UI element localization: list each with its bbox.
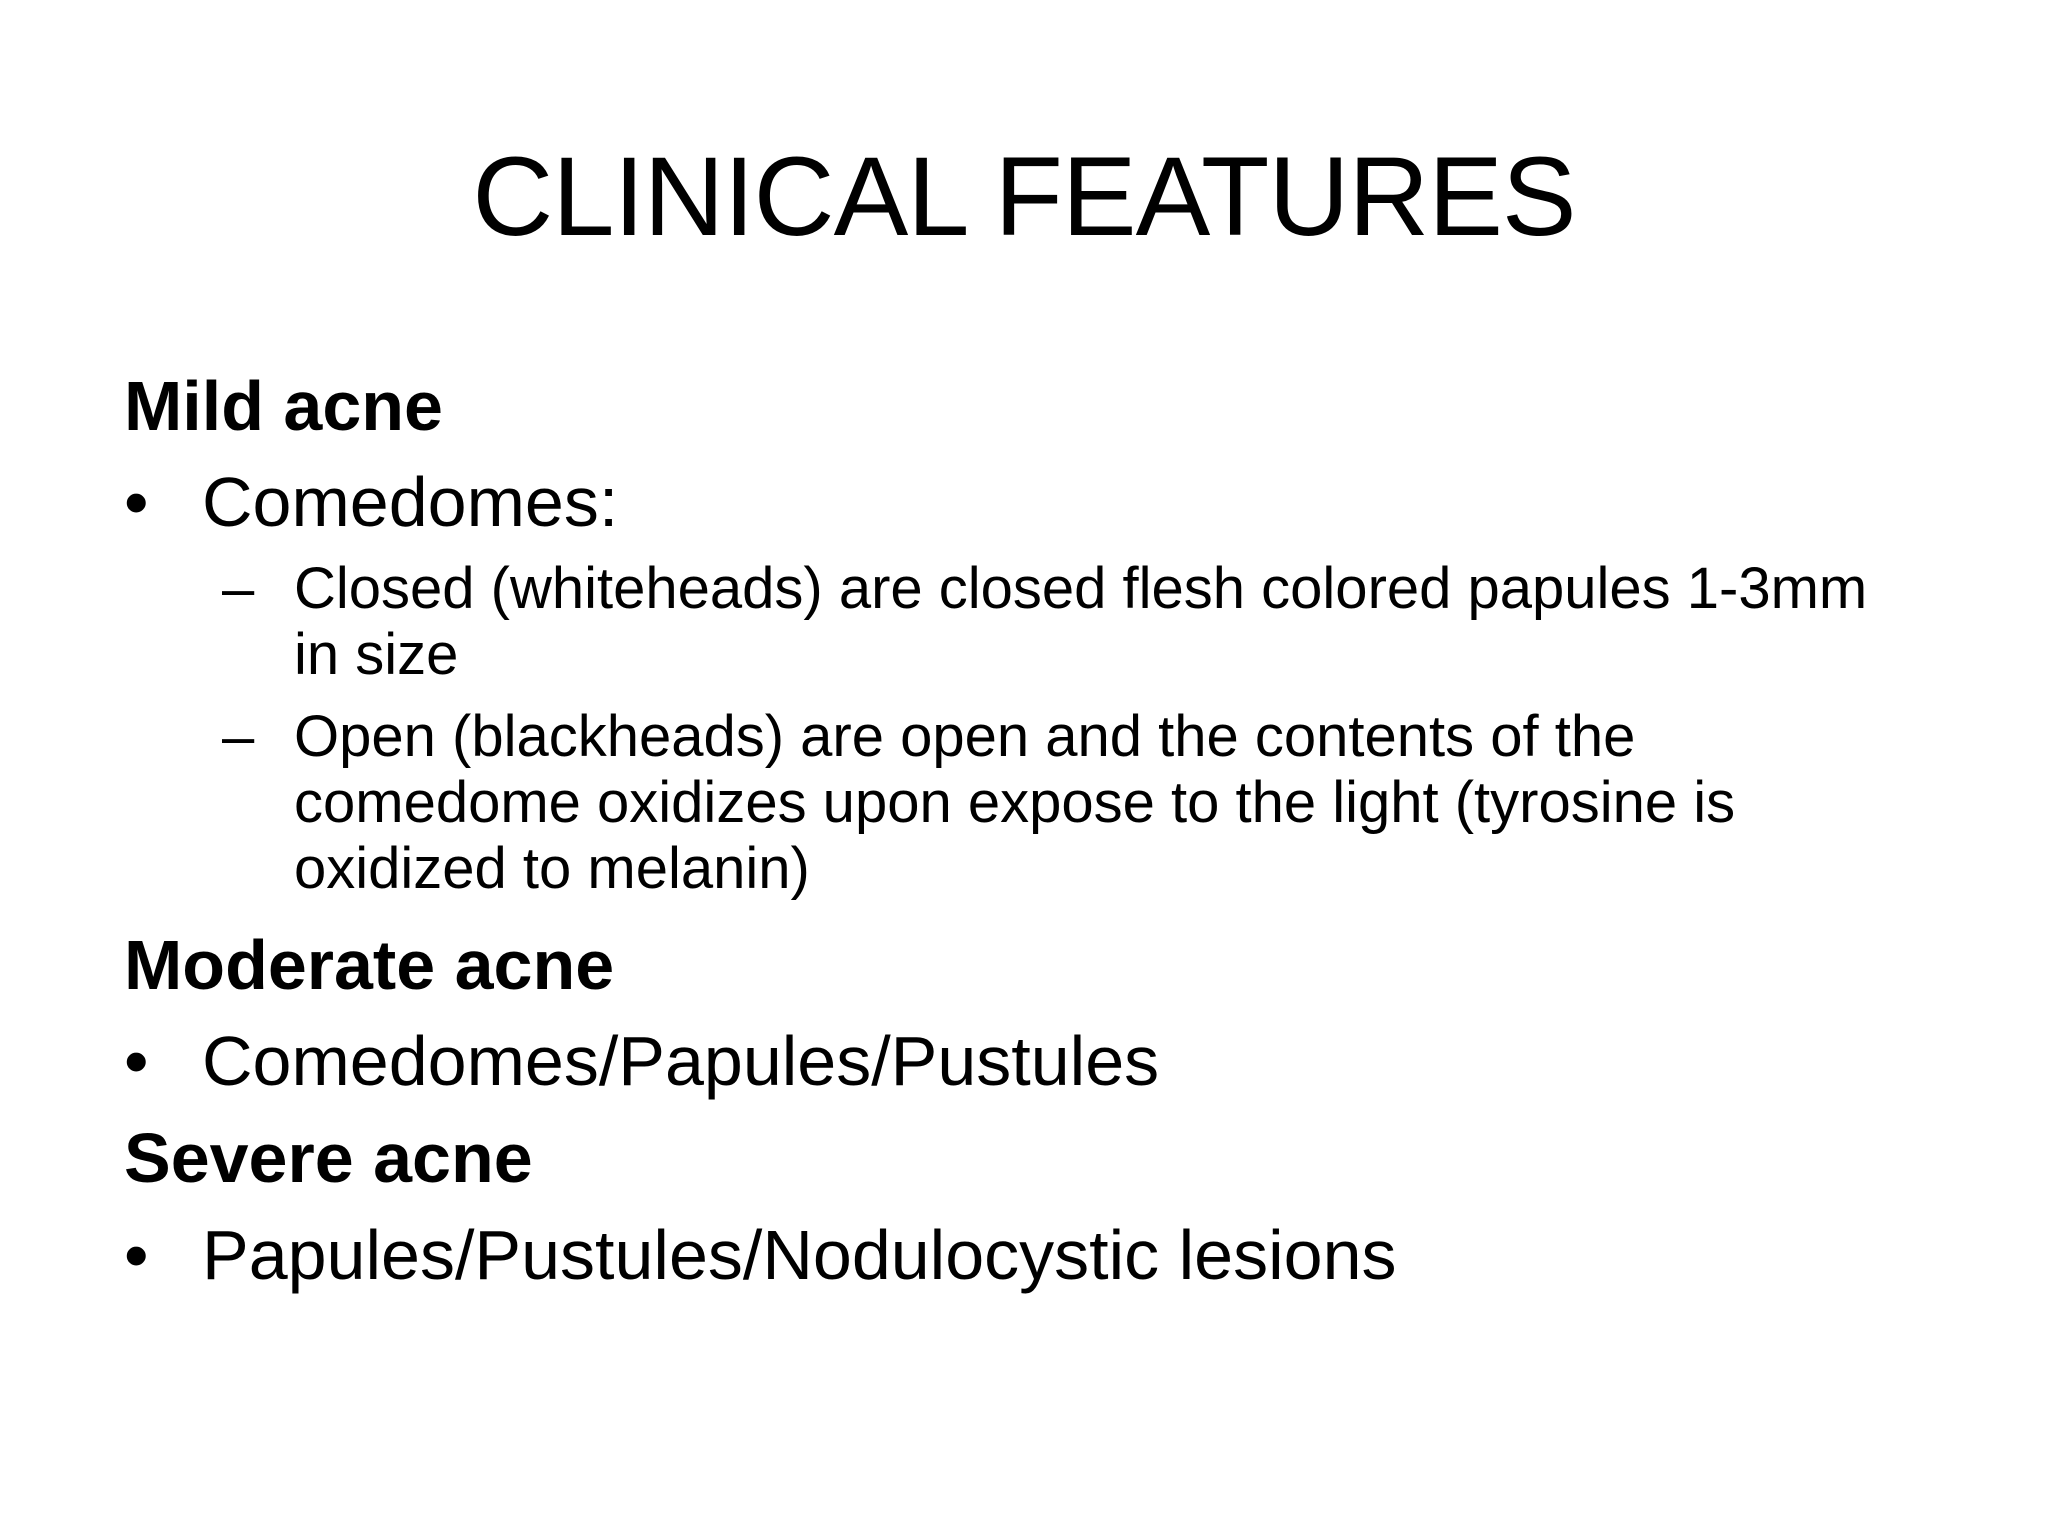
bullet-glyph: • xyxy=(124,1216,149,1294)
bullet-text: Comedomes/Papules/Pustules xyxy=(202,1022,1160,1100)
bullet-glyph: • xyxy=(124,1022,149,1100)
heading-severe-acne: Severe acne xyxy=(124,1119,533,1197)
subbullet-text: Open (blackheads) are open and the contents of the comedome oxidizes upon expose to the light (tyrosine is oxidized to melanin) xyxy=(294,704,1736,901)
bullet-text: Comedomes: xyxy=(202,463,619,541)
bullet-text: Papules/Pustules/Nodulocystic lesions xyxy=(202,1216,1397,1294)
heading-moderate-acne: Moderate acne xyxy=(124,926,615,1004)
dash-glyph: – xyxy=(222,704,255,769)
dash-glyph: – xyxy=(222,556,255,621)
heading-mild-acne: Mild acne xyxy=(124,367,443,445)
subbullet-text: Closed (whiteheads) are closed flesh colored papules 1-3mm in size xyxy=(294,556,1868,687)
bullet-glyph: • xyxy=(124,463,149,541)
slide-title: CLINICAL FEATURES xyxy=(472,134,1576,259)
